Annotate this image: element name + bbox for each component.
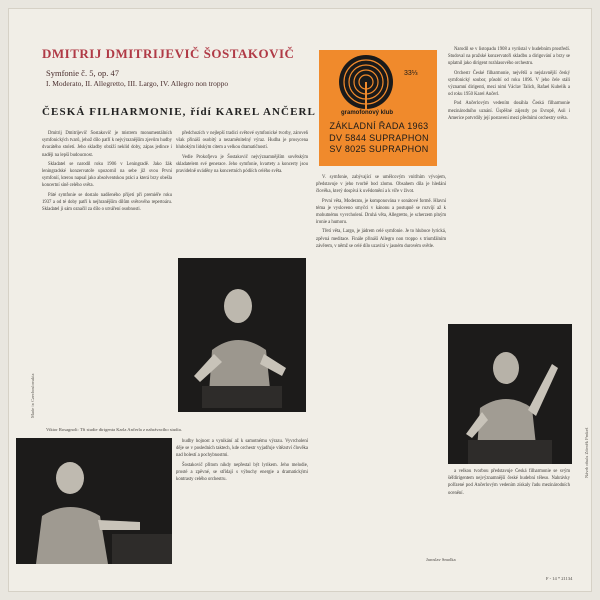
made-in-label: Made in Czechoslovakia — [30, 373, 35, 418]
conductor-photo-center — [178, 258, 306, 412]
record-sleeve-back — [8, 8, 592, 592]
conductor-photo-right — [448, 324, 572, 464]
paragraph: předchozích v nejlepší tradici světové symfonické tvorby, zároveň však přináší osobitý a nezaměnitelný výraz. Hudba je prosycena hlubokým lidským citem a velkou dramatičností. — [176, 131, 308, 151]
rpm-badge: 33⅓ — [404, 70, 418, 77]
text-column-4 — [448, 46, 570, 318]
paragraph: Narodil se v listopadu 1908 a vyrůstal v hudebním prostředí. Studoval na pražské konzervatoři skladbu a dirigování a brzy se uplatnil jako dirigent rozhlasového orchestru. — [448, 47, 570, 67]
series-info — [324, 121, 434, 156]
series-line: DV 5844 SUPRAPHON — [329, 132, 429, 143]
author-signature: Jaroslav Smolka — [426, 557, 456, 562]
series-line: SV 8025 SUPRAPHON — [329, 144, 429, 154]
movement-list: I. Moderato, II. Allegretto, III. Largo, IV. Allegro non troppo — [46, 79, 229, 88]
paragraph: hudby hojnost a vynikání až k samotnému výrazu. Vyvrcholení děje se v posledních taktech, kde orchestr vyjadřuje vítězství člověka nad bolestí a pochybnostmi. — [176, 439, 308, 459]
text-column-5 — [176, 438, 308, 568]
paragraph: Páté symfonie se dostalo nadšeného přijetí při premiéře roku 1937 a od té doby patří k nejhranějším dílům světového repertoáru. Skladatel ji sám označil za dílo o utváření osobnosti. — [42, 192, 172, 213]
design-credit: Návrh obalu Zdeněk Prokeš — [584, 427, 589, 478]
text-column-3 — [316, 174, 446, 554]
conductor-silhouette-icon — [448, 324, 572, 464]
paragraph: Vedle Prokofjeva je Šostakovič nejvýznamnějším sovětským skladatelem své generace. Jeho symfonie, kvartety a koncerty jsou pravidelně uváděny na koncertních pódiích celého světa. — [176, 154, 308, 175]
supraphon-logo-icon — [338, 54, 394, 110]
paragraph: V. symfonie, zabývající se umělcovým vnitřním vývojem, představuje v jeho tvorbě bod zlomu. Obsahem díla je hledání člověka, který dospívá k uvědomění a k víře v život. — [316, 175, 446, 195]
paragraph: Pod Ančerlovým vedením dosáhla Česká filharmonie mezinárodního uznání. Úspěšné zájezdy po Evropě, Asii i Americe potvrdily její postavení mezi předními orchestry světa. — [448, 101, 570, 121]
conductor-photo-bottom — [16, 438, 172, 564]
catalog-number: F - 14 * 21134 — [546, 576, 573, 581]
paragraph: První věta, Moderato, je komponována v sonátové formě. Hlavní téma je vysloveno smyčci v kánonu a postupně se rozvíjí až k mohutnému vyvrcholení. Druhá věta, Allegretto, je scherzem plným ironie a humoru. — [316, 198, 446, 226]
paragraph: a velkou tvorbou představuje Česká filharmonie se svým šéfdirigentem nejvýznamnější české hudební těleso. Nahrávky pořízené pod Ančerlovým vedením získaly řadu mezinárodních ocenění. — [448, 469, 570, 496]
orchestra-line: ČESKÁ FILHARMONIE, řídí KAREL ANČERL — [42, 106, 316, 118]
conductor-silhouette-icon — [16, 438, 172, 564]
paragraph: Šostakovič přitom nikdy nepřestal být lyrikem. Jeho melodie, prosté a zpěvné, se střídají s výbuchy energie a dramatickými kontrasty celého orchestru. — [176, 462, 308, 483]
text-column-1 — [42, 130, 172, 428]
paragraph: Orchestr České filharmonie, největší a nejslavnější český symfonický soubor, působí od roku 1896. V jeho čele stáli významní dirigenti, mezi nimi Václav Talich, Rafael Kubelík a od roku 1950 Karel Ančerl. — [448, 70, 570, 98]
photo-caption: Viktor Rosagnoli: Tři studie dirigenta Karla Ančerla z nahrávacího studia. — [46, 427, 182, 432]
paragraph: Dmitrij Dmitrijevič Šostakovič je mistrem monumentálních symfonických tvarů, jehož dílo patří k nejvýraznějším zjevům hudby dvacátého století. Jeho skladby obráží neklid doby, zápas jedince i naději na lepší budoucnost. — [42, 131, 172, 158]
club-label: gramofonový klub — [341, 110, 394, 116]
series-line: ZÁKLADNÍ ŘADA 1963 — [329, 121, 429, 131]
paragraph: Skladatel se narodil roku 1906 v Leningradě. Jako žák leningradské konzervatoře upozornil na sebe již svou První symfonií, kterou napsal jako absolventskou práci a která brzy obešla koncertní síně celého světa. — [42, 161, 172, 189]
paragraph: Třetí věta, Largo, je jádrem celé symfonie. Je to hluboce lyrická, zpěvná meditace. Finále přináší Allegro non troppo s triumfálním závěrem, v němž se celé dílo uzavírá v jasném durovém světle. — [316, 229, 446, 249]
conductor-silhouette-icon — [178, 258, 306, 412]
work-title: Symfonie č. 5, op. 47 — [46, 68, 119, 78]
text-column-2 — [176, 130, 308, 252]
text-column-6 — [448, 468, 570, 552]
composer-title: DMITRIJ DMITRIJEVIČ ŠOSTAKOVIČ — [42, 46, 295, 61]
